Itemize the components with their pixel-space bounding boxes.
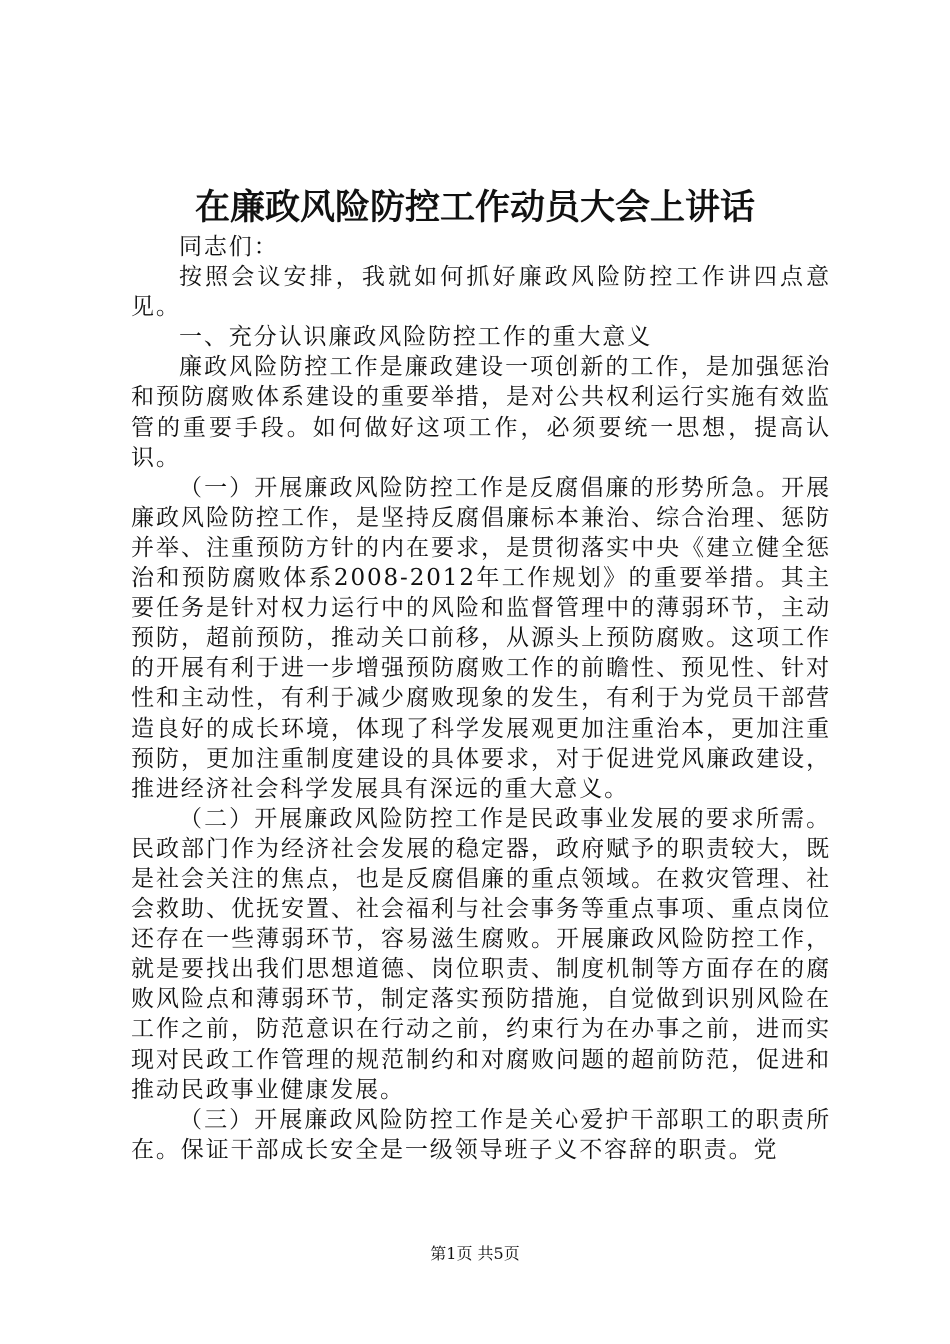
page-number-footer: 第1页 共5页 <box>430 1244 520 1263</box>
body-paragraph: 廉政风险防控工作是廉政建设一项创新的工作，是加强惩治和预防腐败体系建设的重要举措，是对公共权利运行实施有效监管的重要手段。如何做好这项工作，必须要统一思想，提高认识。 <box>131 354 831 471</box>
salutation-paragraph: 同志们： <box>179 234 279 260</box>
section-heading: 一、充分认识廉政风险防控工作的重大意义 <box>179 324 653 351</box>
document-title: 在廉政风险防控工作动员大会上讲话 <box>194 187 755 228</box>
document-body <box>131 232 831 1165</box>
body-paragraph: （三）开展廉政风险防控工作是关心爱护干部职工的职责所在。保证干部成长安全是一级领导班子义不容辞的职责。党 <box>131 1106 831 1163</box>
body-paragraph: （一）开展廉政风险防控工作是反腐倡廉的形势所急。开展廉政风险防控工作，是坚持反腐倡廉标本兼治、综合治理、惩防并举、注重预防方针的内在要求，是贯彻落实中央《建立健全惩治和预防腐败体系2008-2012年工作规划》的重要举措。其主要任务是针对权力运行中的风险和监督管理中的薄弱环节，主动预防，超前预防，推动关口前移，从源头上预防腐败。这项工作的开展有利于进一步增强预防腐败工作的前瞻性、预见性、针对性和主动性，有利于减少腐败现象的发生，有利于为党员干部营造良好的成长环境，体现了科学发展观更加注重治本，更加注重预防，更加注重制度建设的具体要求，对于促进党风廉政建设，推进经济社会科学发展具有深远的重大意义。 <box>131 474 831 802</box>
body-paragraph: （二）开展廉政风险防控工作是民政事业发展的要求所需。民政部门作为经济社会发展的稳定器，政府赋予的职责较大，既是社会关注的焦点，也是反腐倡廉的重点领域。在救灾管理、社会救助、优抚安置、社会福利与社会事务等重点事项、重点岗位还存在一些薄弱环节，容易滋生腐败。开展廉政风险防控工作，就是要找出我们思想道德、岗位职责、制度机制等方面存在的腐败风险点和薄弱环节，制定落实预防措施，自觉做到识别风险在工作之前，防范意识在行动之前，约束行为在办事之前，进而实现对民政工作管理的规范制约和对腐败问题的超前防范，促进和推动民政事业健康发展。 <box>131 805 831 1103</box>
intro-paragraph: 按照会议安排，我就如何抓好廉政风险防控工作讲四点意见。 <box>131 264 831 321</box>
